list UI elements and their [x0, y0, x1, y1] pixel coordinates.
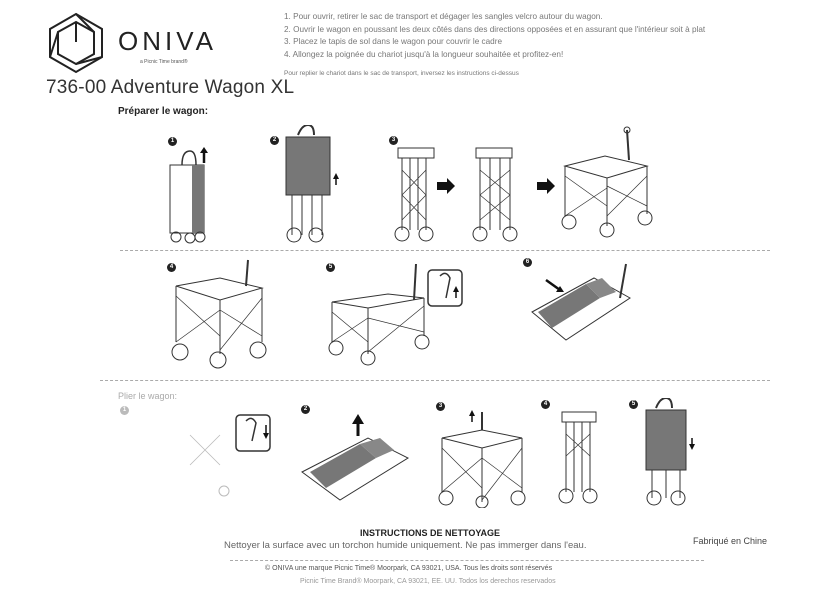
arrow-right-icon [437, 178, 455, 194]
arrow-right-icon [537, 178, 555, 194]
lifting-bag-illustration [282, 125, 342, 245]
wagon-bag-illustration [164, 143, 218, 246]
expanding-frame-illustration [468, 140, 523, 245]
made-in-label: Fabriqué en Chine [693, 536, 768, 546]
wagon-frame-illustration [170, 256, 270, 371]
folded-wagon-illustration [556, 406, 606, 506]
row-divider [120, 250, 770, 251]
folded-frame-illustration [392, 140, 442, 245]
copyright-text-es: Picnic Time Brand® Moorpark, CA 93021, EE. UU. Todos los derechos reservados [300, 578, 556, 585]
brand-name: ONIVA [118, 26, 217, 56]
fold-note: Pour replier le chariot dans le sac de transport, inversez les instructions ci-dessus [284, 70, 519, 77]
section-divider [100, 380, 770, 381]
oniva-logo-icon [46, 12, 106, 74]
cleaning-title: INSTRUCTIONS DE NETTOYAGE [360, 528, 501, 538]
instruction-step-3: 3. Placez le tapis de sol dans le wagon pour couvrir le cadre [284, 37, 503, 46]
step-number: 4 [541, 400, 550, 409]
open-wagon-illustration [555, 126, 655, 238]
fold-handle-illustration [180, 405, 280, 500]
step-number: 1 [168, 137, 177, 146]
step-number: 5 [326, 263, 335, 272]
cleaning-text: Nettoyer la surface avec un torchon humide uniquement. Ne pas immerger dans l'eau. [224, 540, 587, 551]
prepare-heading: Préparer le wagon: [118, 106, 209, 117]
floor-mat-illustration [526, 262, 636, 357]
instruction-step-1: 1. Pour ouvrir, retirer le sac de transport et dégager les sangles velcro autour du wagon. [284, 12, 603, 21]
brand-tagline: a Picnic Time brand® [140, 59, 188, 65]
instruction-step-2: 2. Ouvrir le wagon en poussant les deux côtés dans des directions opposées et en assurant que l'intérieur soit à plat [284, 24, 706, 34]
instruction-steps [284, 11, 804, 61]
product-title: 736-00 Adventure Wagon XL [46, 77, 295, 98]
step-number: 2 [270, 136, 279, 145]
instruction-step-4: 4. Allongez la poignée du chariot jusqu'à la longueur souhaitée et profitez-en! [284, 49, 564, 59]
step-number: 2 [301, 405, 310, 414]
wagon-handle-illustration [328, 262, 468, 367]
remove-mat-illustration [296, 412, 416, 510]
step-number: 5 [629, 400, 638, 409]
fold-heading: Plier le wagon: [118, 391, 178, 401]
collapse-wagon-illustration [438, 408, 528, 508]
bag-wagon-illustration [642, 398, 702, 508]
footer-divider [230, 560, 704, 561]
step-number: 3 [436, 402, 445, 411]
copyright-text: © ONIVA une marque Picnic Time® Moorpark, CA 93021, USA. Tous les droits sont réservés [265, 565, 553, 572]
step-number: 6 [523, 258, 532, 267]
step-number: 4 [167, 263, 176, 272]
step-number: 3 [389, 136, 398, 145]
step-number: 1 [120, 406, 129, 415]
